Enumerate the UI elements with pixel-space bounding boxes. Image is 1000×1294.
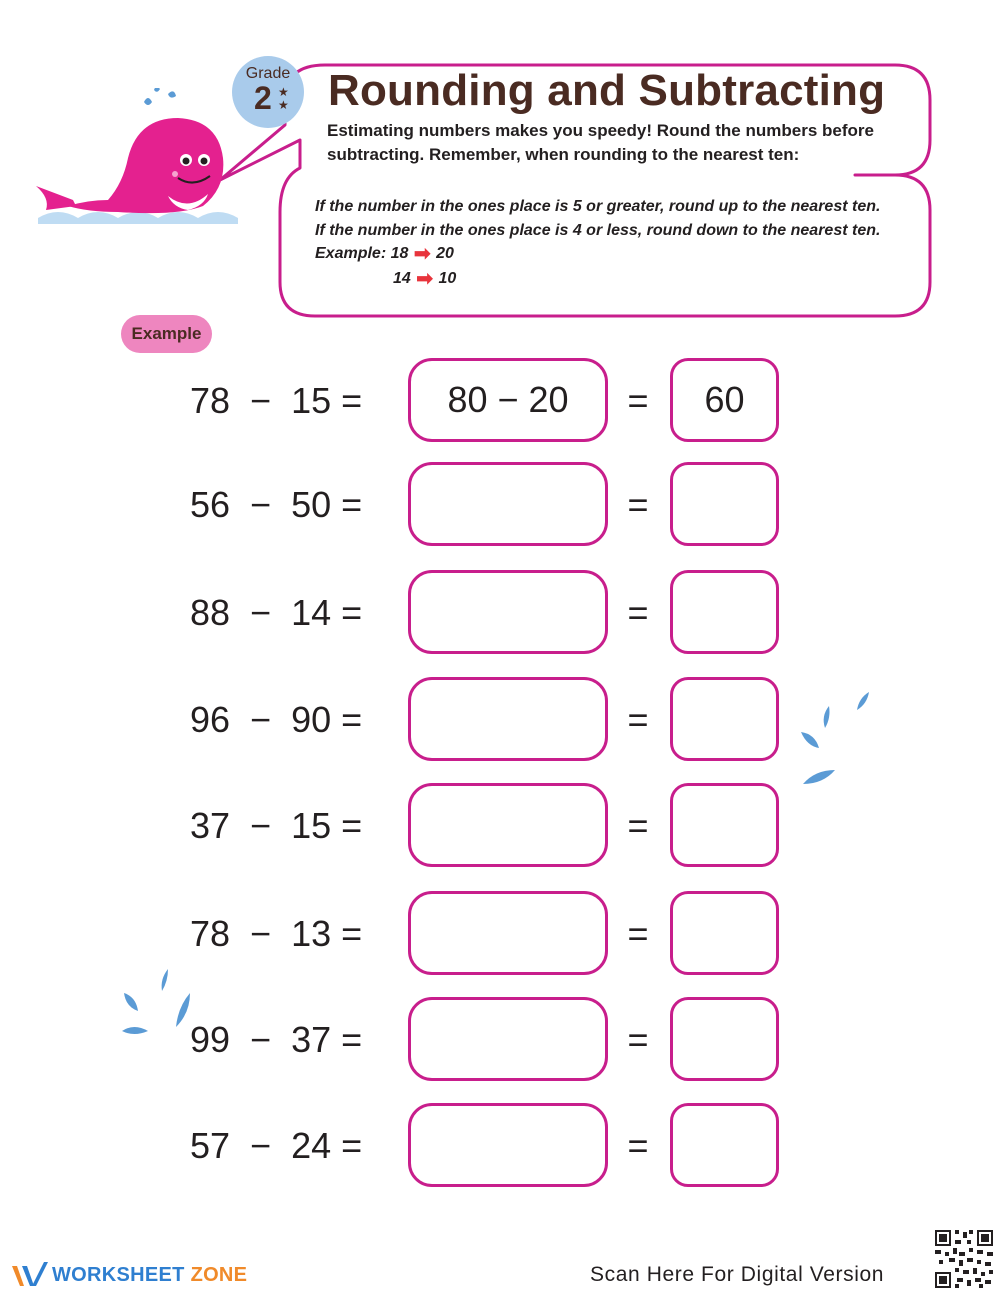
example-1-value: Example: 18 — [315, 245, 409, 262]
grade-number: 2 — [254, 80, 272, 116]
problem-expression: 88 − 14 = — [190, 592, 363, 633]
problem-expression: 96 − 90 = — [190, 699, 363, 740]
final-answer-box[interactable] — [670, 570, 779, 654]
instructions-text: Estimating numbers makes you speedy! Round the numbers before subtracting. Remember, when rounding to the nearest ten: — [327, 121, 874, 164]
arrow-right-icon: ➡ — [413, 243, 431, 265]
problem-expression: 57 − 24 = — [190, 1125, 363, 1166]
equals-sign: = — [627, 699, 649, 740]
rule-round-up: If the number in the ones place is 5 or greater, round up to the nearest ten. — [315, 198, 881, 215]
rounded-answer-box[interactable]: 80 − 20 — [408, 358, 608, 442]
star-icon: ★ ★ — [278, 85, 289, 112]
rounded-answer-box[interactable] — [408, 462, 608, 546]
arrow-right-icon: ➡ — [416, 267, 434, 290]
example-2-result: 10 — [438, 269, 457, 287]
final-answer-box[interactable]: 60 — [670, 358, 779, 442]
final-answer-box[interactable] — [670, 1103, 779, 1187]
page-title: Rounding and Subtracting — [328, 66, 886, 115]
water-splash-icon — [118, 965, 198, 1040]
whale-illustration — [28, 88, 258, 238]
problem-row — [0, 1103, 1000, 1193]
rounding-example-1 — [315, 242, 925, 267]
rounding-rules — [315, 195, 925, 291]
water-splash-icon — [795, 688, 875, 793]
problem-expression: 78 − 15 = — [190, 380, 363, 421]
worksheet-zone-logo[interactable] — [10, 1258, 250, 1292]
problem-expression: 78 − 13 = — [190, 913, 363, 954]
rounded-answer-box[interactable] — [408, 570, 608, 654]
final-answer-box[interactable] — [670, 462, 779, 546]
rounded-answer-box[interactable] — [408, 677, 608, 761]
rounded-answer-box[interactable] — [408, 783, 608, 867]
logo-mark-icon — [10, 1258, 50, 1292]
problem-expression: 56 − 50 = — [190, 484, 363, 525]
equals-sign: = — [627, 1019, 649, 1060]
equals-sign: = — [627, 805, 649, 846]
equals-sign: = — [627, 380, 649, 421]
rounding-example-2 — [315, 267, 925, 292]
equals-sign: = — [627, 913, 649, 954]
final-answer-box[interactable] — [670, 997, 779, 1081]
example-2-value: 14 — [393, 269, 411, 287]
problem-row — [0, 358, 1000, 448]
example-1-result: 20 — [436, 245, 454, 262]
problem-expression: 37 − 15 = — [190, 805, 363, 846]
problem-row — [0, 570, 1000, 660]
rounded-answer-box[interactable] — [408, 891, 608, 975]
problem-expression: 99 − 37 = — [190, 1019, 363, 1060]
rounded-answer-box[interactable] — [408, 1103, 608, 1187]
grade-label: Grade — [245, 65, 291, 82]
example-label: Example — [121, 315, 212, 353]
rounded-answer-box[interactable] — [408, 997, 608, 1081]
scan-instruction: Scan Here For Digital Version — [590, 1263, 885, 1286]
rule-round-down: If the number in the ones place is 4 or less, round down to the nearest ten. — [315, 221, 881, 239]
final-answer-box[interactable] — [670, 891, 779, 975]
grade-badge — [232, 56, 304, 128]
equals-sign: = — [627, 484, 649, 525]
problem-row — [0, 462, 1000, 552]
equals-sign: = — [627, 1125, 649, 1166]
equals-sign: = — [627, 592, 649, 633]
qr-code-icon[interactable] — [933, 1228, 995, 1290]
final-answer-box[interactable] — [670, 783, 779, 867]
logo-text: WORKSHEET ZONE — [52, 1264, 248, 1286]
final-answer-box[interactable] — [670, 677, 779, 761]
problem-row — [0, 783, 1000, 873]
